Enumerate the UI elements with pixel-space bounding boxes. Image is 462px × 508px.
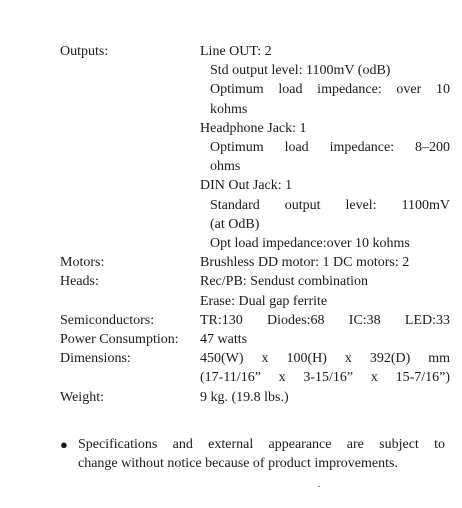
spec-heads: [60, 272, 450, 310]
din-output-level-cont: (at OdB): [210, 216, 260, 232]
spec-value: [200, 253, 450, 272]
power-value: 47 watts: [200, 332, 248, 348]
motors-value: Brushless DD motor: 1 DC motors: 2: [200, 255, 410, 271]
line-out-impedance: Optimum load impedance: over 10: [210, 82, 450, 98]
headphone-impedance-cont: ohms: [210, 159, 241, 175]
line-out-level: Std output level: 1100mV (odB): [210, 63, 391, 79]
spec-semiconductors: [60, 311, 450, 330]
dimensions-mm: 450(W) x 100(H) x 392(D) mm: [200, 351, 450, 367]
spec-value: [200, 388, 450, 407]
weight-value: 9 kg. (19.8 lbs.): [200, 389, 289, 405]
spec-outputs: [60, 42, 450, 253]
spec-label: Weight:: [60, 389, 104, 405]
spec-dimensions: [60, 349, 450, 387]
notice-line: Specifications and external appearance are subject to: [78, 437, 445, 452]
headphone-jack: Headphone Jack: 1: [200, 120, 307, 136]
spec-label: Power Consumption:: [60, 332, 179, 348]
notice: [60, 435, 445, 473]
spec-label: Outputs:: [60, 44, 109, 59]
spec-label: Semiconductors:: [60, 312, 155, 328]
spec-value: [200, 311, 450, 330]
spec-list: [60, 42, 450, 407]
spec-motors: [60, 253, 450, 272]
spec-label: Motors:: [60, 255, 105, 271]
bullet-icon: ●: [60, 437, 68, 452]
din-out-jack: DIN Out Jack: 1: [200, 178, 293, 194]
din-impedance: Opt load impedance:over 10 kohms: [210, 236, 410, 252]
spec-value: [200, 42, 450, 253]
spec-value: [200, 349, 450, 387]
din-output-level: Standard output level: 1100mV: [210, 197, 450, 213]
notice-text: [78, 435, 445, 473]
spec-value: [200, 272, 450, 310]
dimensions-inches: (17-11/16” x 3-15/16” x 15-7/16”): [200, 370, 450, 386]
spec-label: Heads:: [60, 274, 99, 290]
scan-speck: [318, 486, 320, 487]
notice-line: change without notice because of product improvements.: [78, 456, 398, 472]
spec-weight: [60, 388, 450, 407]
line-out-impedance-cont: kohms: [210, 101, 248, 117]
headphone-impedance: Optimum load impedance: 8–200: [210, 140, 450, 156]
spec-label: Dimensions:: [60, 351, 131, 367]
line-out: Line OUT: 2: [200, 44, 272, 59]
heads-erase: Erase: Dual gap ferrite: [200, 293, 328, 309]
heads-rec-pb: Rec/PB: Sendust combination: [200, 274, 368, 290]
semiconductors-value: TR:130 Diodes:68 IC:38 LED:33: [200, 312, 450, 328]
spec-value: [200, 330, 450, 349]
spec-power: [60, 330, 450, 349]
